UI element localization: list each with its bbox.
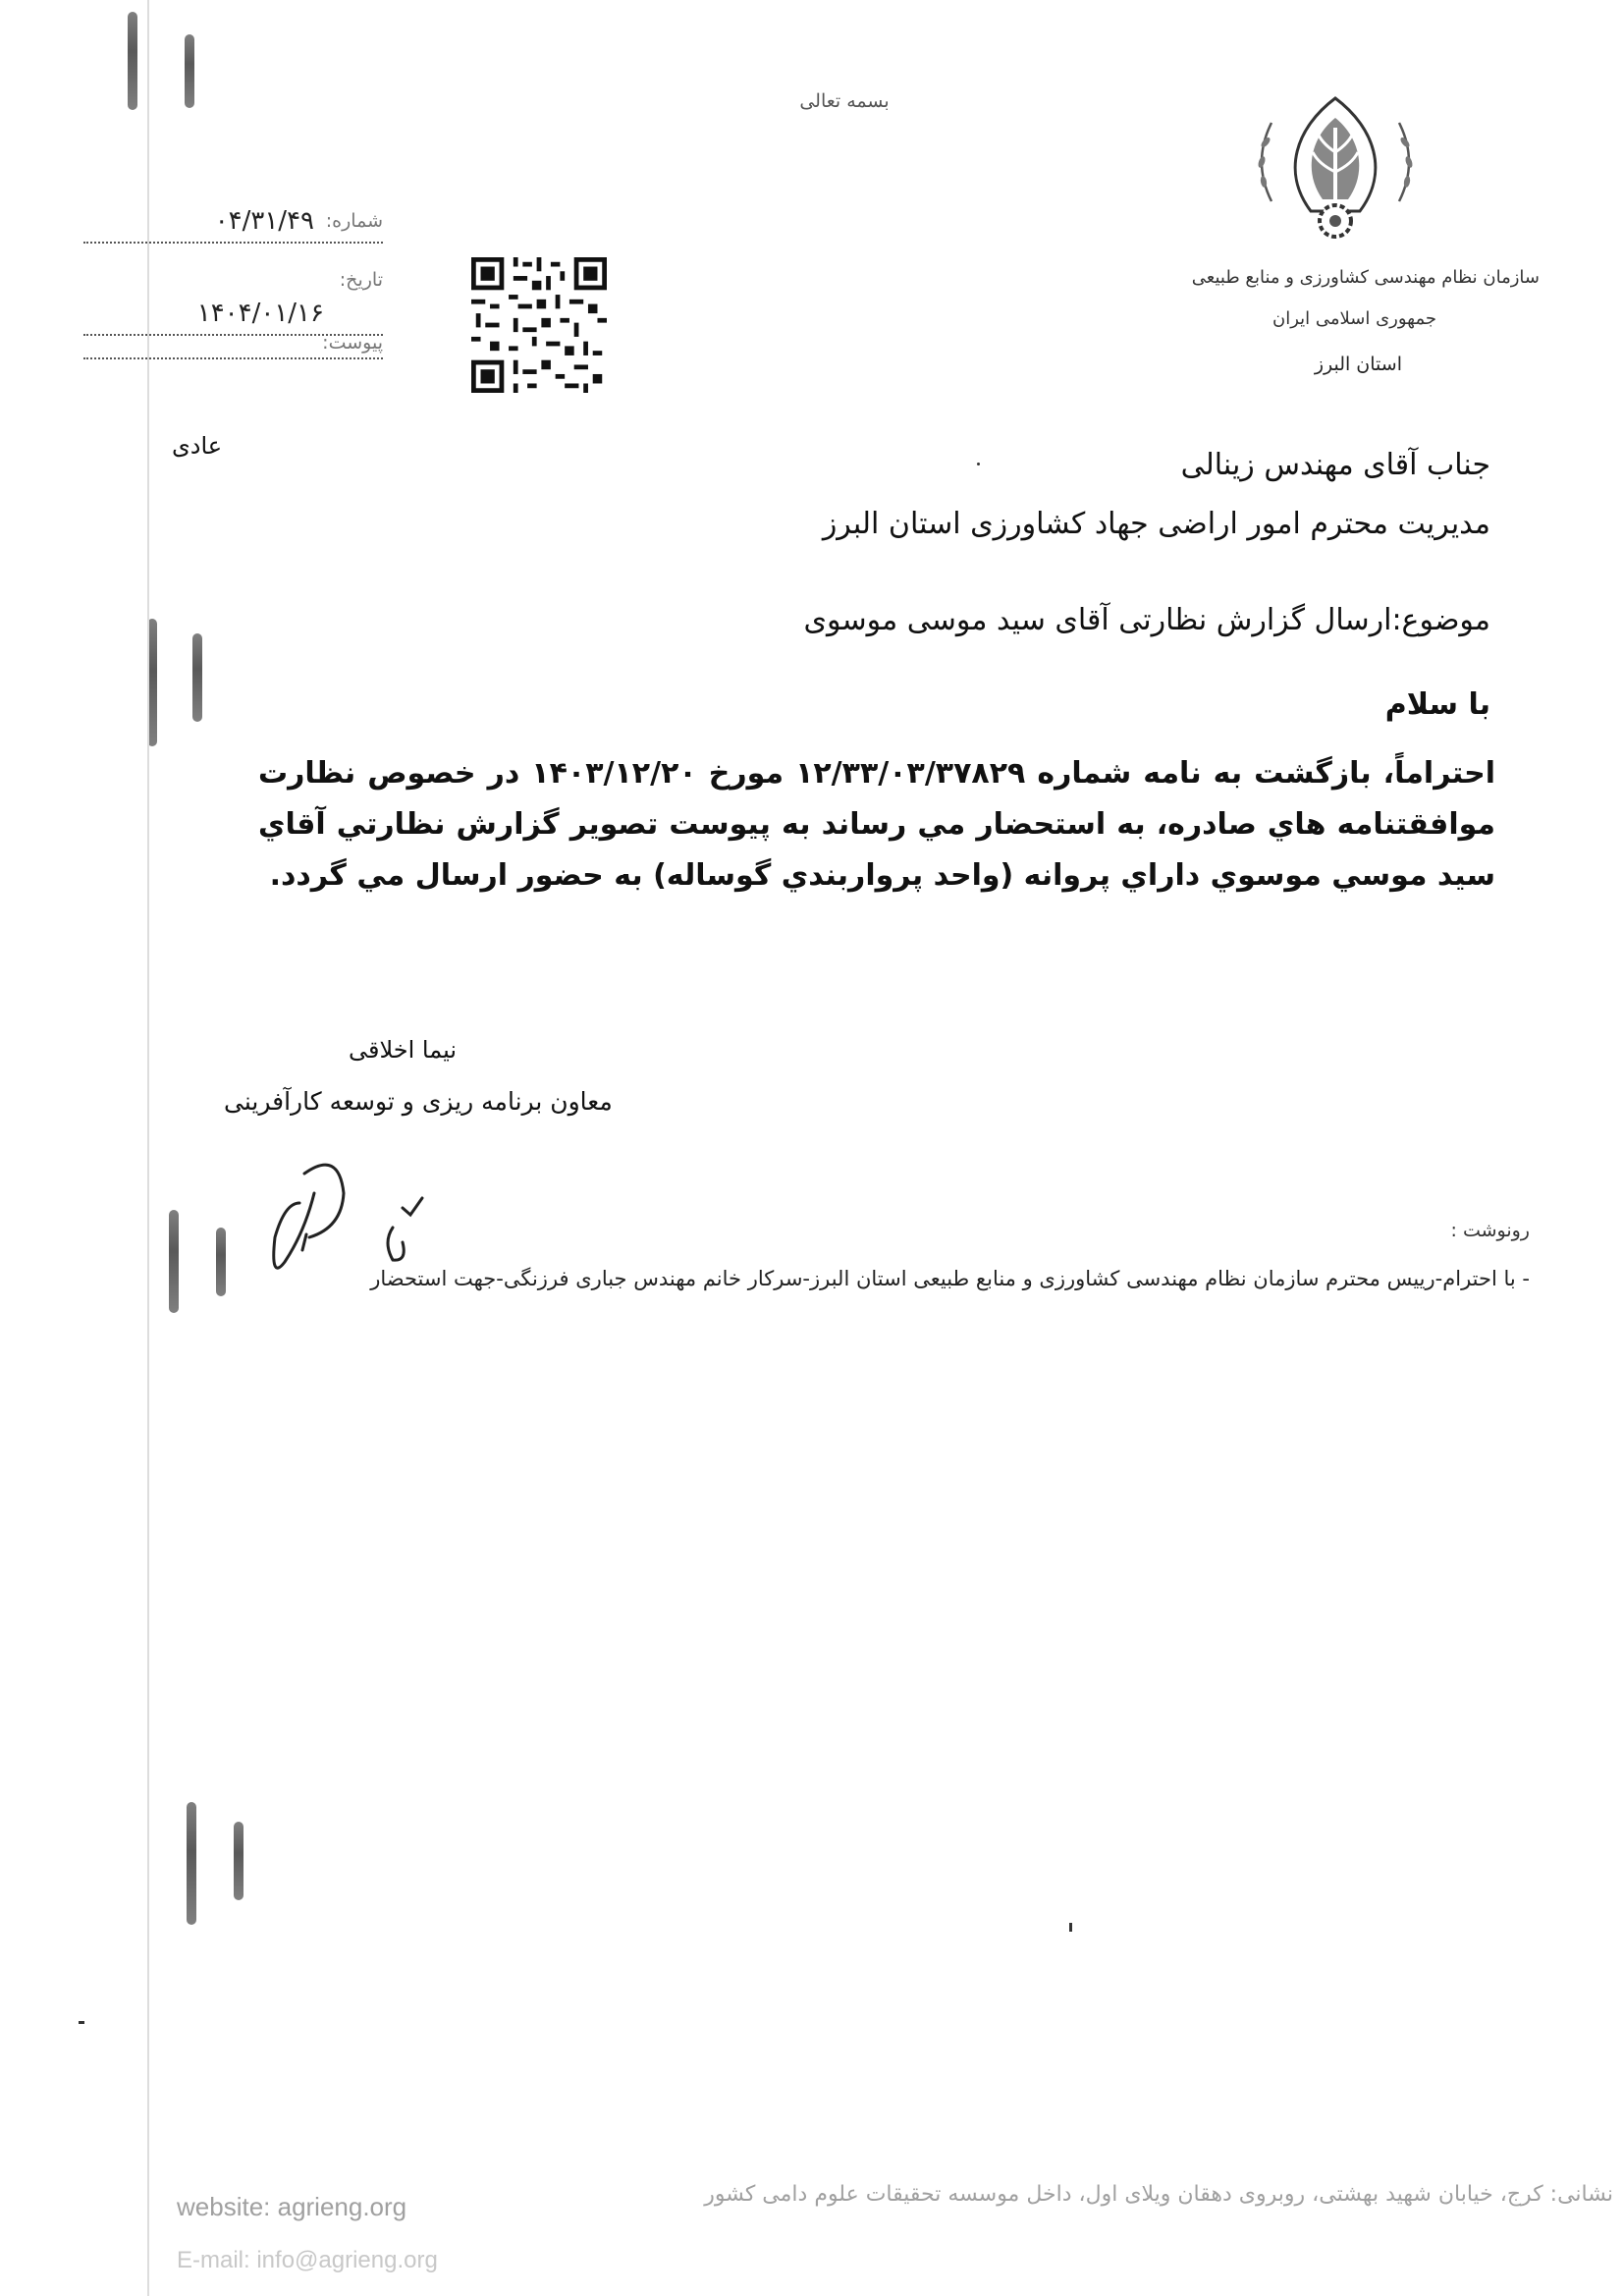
attachment-row: [83, 324, 383, 359]
cc-recipient: - با احترام-رییس محترم سازمان نظام مهندسی کشاورزی و منابع طبیعی استان البرز-سرکار خانم مهندس جباری فرزنگی-جهت استحضار: [370, 1267, 1530, 1290]
organization-name: سازمان نظام مهندسی کشاورزی و منابع طبیعی: [1191, 267, 1540, 288]
scan-speck: [1069, 1923, 1072, 1932]
scan-mark: [234, 1822, 243, 1900]
organization-province: استان البرز: [1314, 354, 1402, 375]
number-label: شماره:: [325, 210, 383, 232]
attachment-label: پیوست:: [322, 332, 383, 354]
scan-speck: [79, 2021, 84, 2024]
date-label: تاریخ:: [339, 269, 383, 291]
letter-body: احتراماً، بازگشت به نامه شماره ۱۲/۳۳/۰۳/۳۷۸۲۹ مورخ ۱۴۰۳/۱۲/۲۰ در خصوص نظارت موافقتنامه هاي صادره، به استحضار مي رساند به پيوست تصوير گزارش نظارتي آقاي سيد موسي موسوي داراي پروانه (واحد پرواربندي گوساله) به حضور ارسال مي گردد.: [258, 756, 1496, 893]
footer-website: website: agrieng.org: [177, 2192, 407, 2221]
scan-mark: [192, 633, 202, 722]
scan-speck: [977, 463, 980, 465]
letter-subject: موضوع:ارسال گزارش نظارتی آقای سید موسی موسوی: [803, 603, 1490, 637]
organization-logo: [1242, 83, 1429, 250]
classification-label: عادی: [172, 432, 223, 460]
scan-mark: [185, 34, 194, 108]
greeting: با سلام: [1384, 687, 1490, 722]
addressee-office: مدیریت محترم امور اراضی جهاد کشاورزی استان البرز: [822, 507, 1490, 541]
number-value: ۰۴/۳۱/۴۹: [214, 206, 314, 236]
qr-code: [471, 257, 607, 393]
footer-address: نشانی: کرج، خیابان شهید بهشتی، روبروی دهقان ویلای اول، داخل موسسه تحقیقات علوم دامی کشور: [704, 2182, 1613, 2207]
scan-mark: [128, 12, 137, 110]
scan-mark: [216, 1228, 226, 1296]
footer-email: E-mail: info@agrieng.org: [177, 2247, 438, 2273]
organization-country: جمهوری اسلامی ایران: [1272, 308, 1436, 329]
signer-name: نیما اخلاقی: [349, 1036, 458, 1064]
signer-title: معاون برنامه ریزی و توسعه کارآفرینی: [224, 1087, 613, 1116]
addressee-name: جناب آقای مهندس زینالی: [1180, 448, 1490, 482]
scan-mark: [169, 1210, 179, 1313]
date-value: ۱۴۰۴/۰۱/۱۶: [196, 299, 324, 328]
scan-mark: [187, 1802, 196, 1925]
date-row: [83, 267, 383, 301]
cc-label: رونوشت :: [1450, 1220, 1530, 1241]
number-row: [83, 208, 383, 244]
bismillah-heading: بسمه تعالی: [799, 90, 890, 112]
